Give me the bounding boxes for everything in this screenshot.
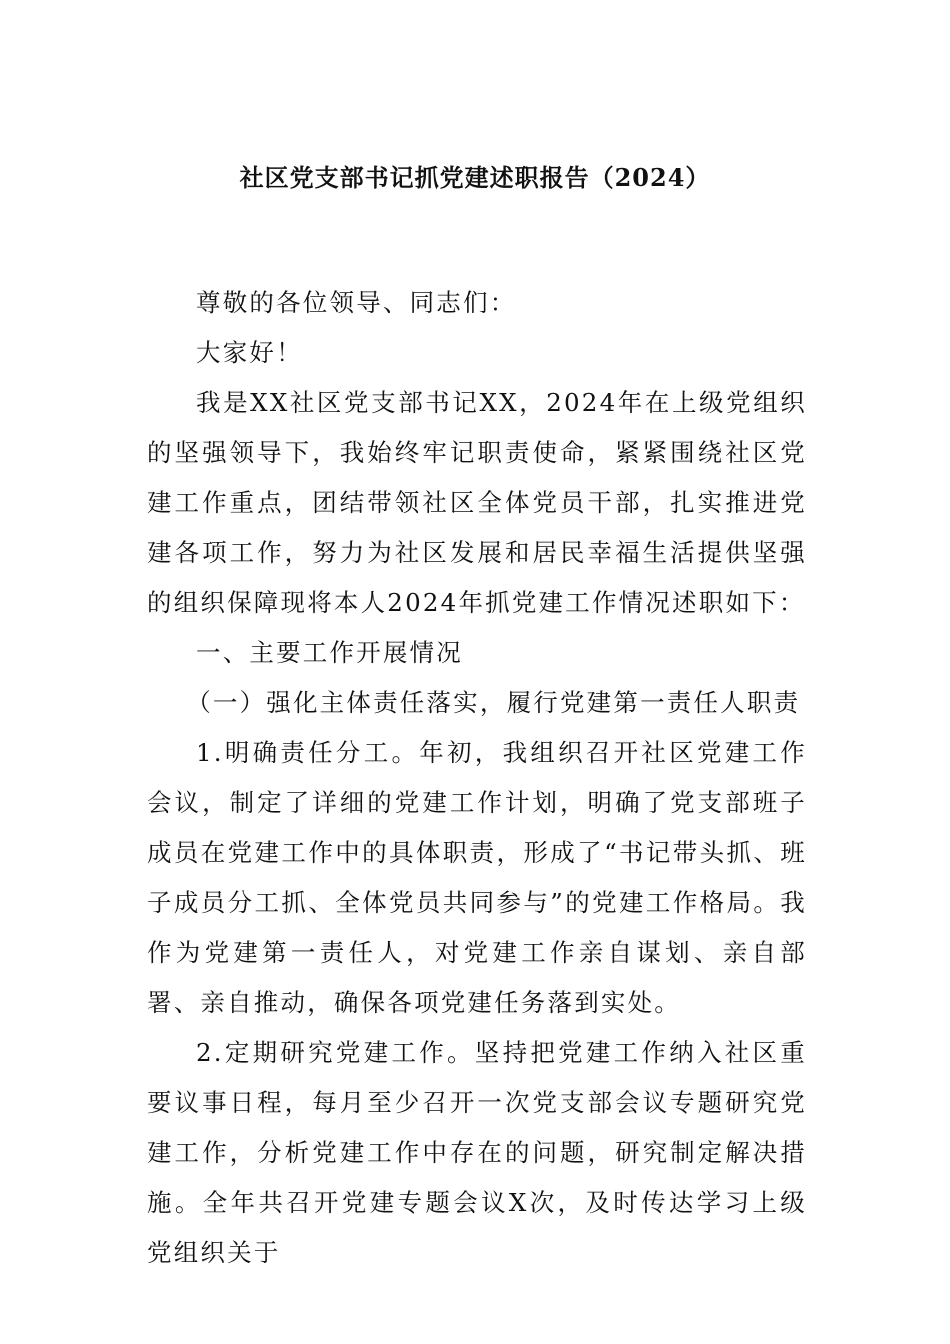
salutation: 尊敬的各位领导、同志们： <box>196 288 517 317</box>
intro-paragraph: 我是XX社区党支部书记XX，2024年在上级党组织的坚强领导下，我始终牢记职责使命，紧紧围绕社区党建工作重点，团结带领社区全体党员干部，扎实推进党建各项工作，努力为社区发展和居民幸福生活提供坚强的组织保障现将本人2024年抓党建工作情况述职如下： <box>147 388 807 617</box>
greeting: 大家好！ <box>196 338 303 367</box>
document-body <box>147 278 807 1278</box>
document-title: 社区党支部书记抓党建述职报告（2024） <box>239 163 711 192</box>
section-heading: 一、主要工作开展情况 <box>196 638 463 667</box>
paragraph-item-1: 1.明确责任分工。年初，我组织召开社区党建工作会议，制定了详细的党建工作计划，明确了党支部班子成员在党建工作中的具体职责，形成了“书记带头抓、班子成员分工抓、全体党员共同参与”的党建工作格局。我作为党建第一责任人，对党建工作亲自谋划、亲自部署、亲自推动，确保各项党建任务落到实处。 <box>147 738 807 1017</box>
subsection-heading: （一）强化主体责任落实，履行党建第一责任人职责 <box>186 688 801 717</box>
paragraph-item-2: 2.定期研究党建工作。坚持把党建工作纳入社区重要议事日程，每月至少召开一次党支部会议专题研究党建工作，分析党建工作中存在的问题，研究制定解决措施。全年共召开党建专题会议X次，及时传达学习上级党组织关于 <box>147 1038 807 1267</box>
